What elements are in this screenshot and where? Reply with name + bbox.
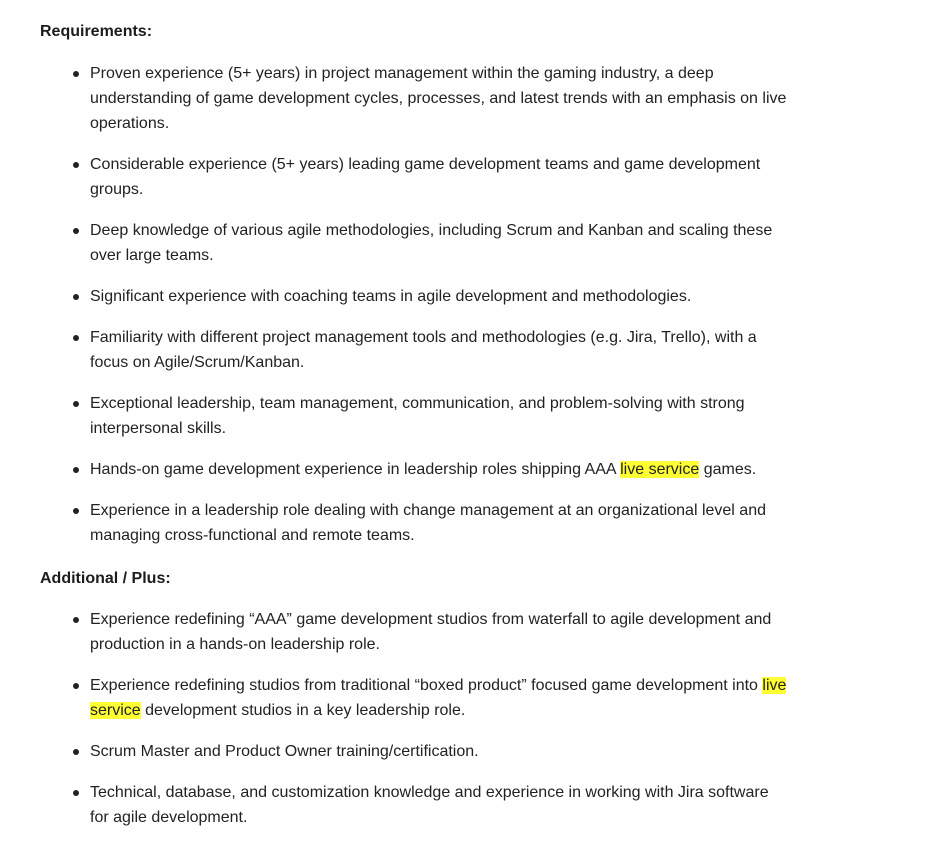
bullet-icon <box>73 294 79 300</box>
bullet-icon <box>73 683 79 689</box>
highlighted-term: live service <box>620 461 700 478</box>
list-item-text: Significant experience with coaching teams in agile development and methodologies. <box>90 288 692 305</box>
bullet-icon <box>73 162 79 168</box>
list-item <box>0 607 790 657</box>
bullet-icon <box>73 71 79 77</box>
list-item <box>0 457 790 482</box>
list-item-text-pre: Hands-on game development experience in leadership roles shipping AAA <box>90 461 621 478</box>
list-item-text-post: games. <box>699 461 757 478</box>
list-item <box>0 780 790 830</box>
bullet-icon <box>73 617 79 623</box>
list-item-text: Familiarity with different project management tools and methodologies (e.g. Jira, Trello), with a focus on Agile/Scrum/Kanban. <box>90 329 757 371</box>
list-item-text: Scrum Master and Product Owner training/certification. <box>90 743 479 760</box>
highlighted-term: live service <box>90 677 787 719</box>
list-item-text: Experience in a leadership role dealing with change management at an organizational level and managing cross-functional and remote teams. <box>90 502 766 544</box>
list-item-text: Technical, database, and customization knowledge and experience in working with Jira software for agile development. <box>90 784 769 826</box>
list-item <box>0 673 790 723</box>
list-item <box>0 498 790 548</box>
list-item <box>0 218 790 268</box>
list-item-text: Proven experience (5+ years) in project management within the gaming industry, a deep understanding of game development cycles, processes, and latest trends with an emphasis on live operations. <box>90 65 787 132</box>
list-item <box>0 284 790 309</box>
list-item <box>0 61 790 136</box>
bullet-icon <box>73 749 79 755</box>
bullet-icon <box>73 467 79 473</box>
list-item-text: Experience redefining “AAA” game development studios from waterfall to agile development and production in a hands-on leadership role. <box>90 611 772 653</box>
list-item <box>0 325 790 375</box>
bullet-icon <box>73 401 79 407</box>
list-item-text: Considerable experience (5+ years) leading game development teams and game development groups. <box>90 156 761 198</box>
list-item <box>0 391 790 441</box>
bullet-icon <box>73 508 79 514</box>
bullet-icon <box>73 790 79 796</box>
list-item <box>0 739 790 764</box>
list-item-text-pre: Experience redefining studios from traditional “boxed product” focused game development into <box>90 677 763 694</box>
additional-heading: Additional / Plus: <box>40 570 171 587</box>
bullet-icon <box>73 335 79 341</box>
additional-list <box>0 607 938 846</box>
bullet-icon <box>73 228 79 234</box>
requirements-heading: Requirements: <box>40 23 153 40</box>
list-item-text-post: development studios in a key leadership role. <box>140 702 466 719</box>
requirements-list <box>0 61 938 564</box>
list-item-text: Exceptional leadership, team management, communication, and problem-solving with strong interpersonal skills. <box>90 395 745 437</box>
list-item-text: Deep knowledge of various agile methodologies, including Scrum and Kanban and scaling these over large teams. <box>90 222 773 264</box>
list-item <box>0 152 790 202</box>
